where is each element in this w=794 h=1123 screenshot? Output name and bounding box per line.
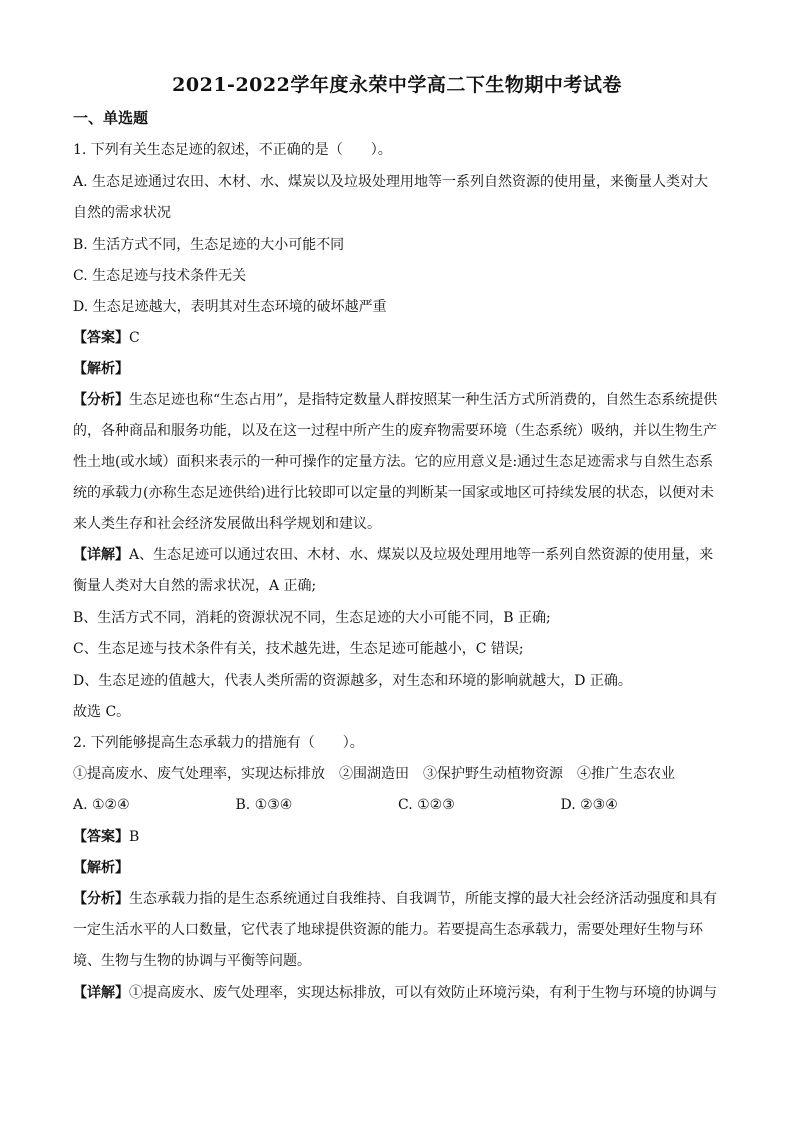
answer-label: 【答案】 (73, 829, 129, 845)
q2-stem: 2. 下列能够提高生态承载力的措施有（ ）。 (73, 735, 364, 751)
q2-fenxi-text-3: 境、生物与生物的协调与平衡等问题。 (73, 953, 311, 969)
q1-detail-text-3: B、生活方式不同，消耗的资源状况不同，生态足迹的大小可能不同，B 正确; (73, 610, 551, 626)
q1-answer (73, 328, 723, 348)
q2-option-b: B. ①③④ (235, 797, 293, 813)
detail-label: 【详解】 (73, 547, 129, 563)
q2-option-a: A. ①②④ (73, 797, 130, 813)
q1-fenxi-text-2: 的，各种商品和服务功能，以及在这一过程中所产生的废弃物需要环境（生态系统）吸纳，并以生物生产 (73, 423, 717, 439)
q1-option-a-cont: 自然的需求状况 (73, 205, 171, 221)
q1-answer-value: C (129, 330, 140, 346)
q1-fenxi-text-1: 生态足迹也称“生态占用”，是指特定数量人群按照某一种生活方式所消费的，自然生态系统提供 (129, 392, 718, 408)
q2-fenxi-text-2: 一定生活水平的人口数量，它代表了地球提供资源的能力。若要提高生态承载力，需要处理好生物与环 (73, 922, 703, 938)
q1-fenxi (73, 390, 723, 410)
q1-conclusion: 故选 C。 (73, 704, 131, 720)
q1-option-b: B. 生活方式不同，生态足迹的大小可能不同 (73, 237, 345, 253)
answer-label: 【答案】 (73, 330, 129, 346)
q1-fenxi-text-5: 来人类生存和社会经济发展做出科学规划和建议。 (73, 516, 381, 532)
detail-label: 【详解】 (73, 985, 129, 1001)
q2-items: ①提高废水、废气处理率，实现达标排放 ②围湖造田 ③保护野生动植物资源 ④推广生态农业 (73, 766, 675, 782)
q2-options (73, 795, 723, 815)
section-heading: 一、单选题 (73, 109, 149, 127)
exam-title: 2021-2022学年度永荣中学高二下生物期中考试卷 (172, 74, 622, 96)
q1-stem: 1. 下列有关生态足迹的叙述，不正确的是（ ）。 (73, 142, 392, 158)
q1-detail-text-5: D、生态足迹的值越大，代表人类所需的资源越多，对生态和环境的影响就越大，D 正确。 (73, 673, 632, 689)
q1-option-c: C. 生态足迹与技术条件无关 (73, 268, 247, 284)
q2-answer-value: B (129, 829, 140, 845)
q1-option-d: D. 生态足迹越大，表明其对生态环境的破坏越严重 (73, 299, 387, 315)
q1-fenxi-text-3: 性土地(或水域）面积来表示的一种可操作的定量方法。它的应用意义是:通过生态足迹需求与自然生态系 (73, 454, 714, 470)
q2-analysis-label: 【解析】 (73, 860, 129, 876)
q1-analysis-label: 【解析】 (73, 361, 129, 377)
q2-fenxi-text-1: 生态承载力指的是生态系统通过自我维持、自我调节，所能支撑的最大社会经济活动强度和具有 (129, 891, 717, 907)
q1-detail-text-2: 衡量人类对大自然的需求状况，A 正确; (73, 578, 317, 594)
q1-detail (73, 545, 723, 565)
q2-detail-text-1: ①提高废水、废气处理率，实现达标排放，可以有效防止环境污染，有利于生物与环境的协调与 (129, 985, 717, 1001)
q1-detail-text-1: A、生态足迹可以通过农田、木材、水、煤炭以及垃圾处理用地等一系列自然资源的使用量，来 (129, 547, 714, 563)
q1-option-a: A. 生态足迹通过农田、木材、水、煤炭以及垃圾处理用地等一系列自然资源的使用量，来衡量人类对大 (73, 174, 709, 190)
q2-option-c: C. ①②③ (398, 797, 455, 813)
q1-detail-text-4: C、生态足迹与技术条件有关，技术越先进，生态足迹可能越小，C 错误; (73, 641, 524, 657)
fenxi-label: 【分析】 (73, 392, 129, 408)
q2-fenxi (73, 889, 723, 909)
q2-answer (73, 827, 723, 847)
q2-option-d: D. ②③④ (560, 797, 618, 813)
q2-detail (73, 983, 723, 1003)
q1-fenxi-text-4: 统的承载力(亦称生态足迹供给)进行比较即可以定量的判断某一国家或地区可持续发展的状态，以便对未 (73, 485, 714, 501)
fenxi-label: 【分析】 (73, 891, 129, 907)
